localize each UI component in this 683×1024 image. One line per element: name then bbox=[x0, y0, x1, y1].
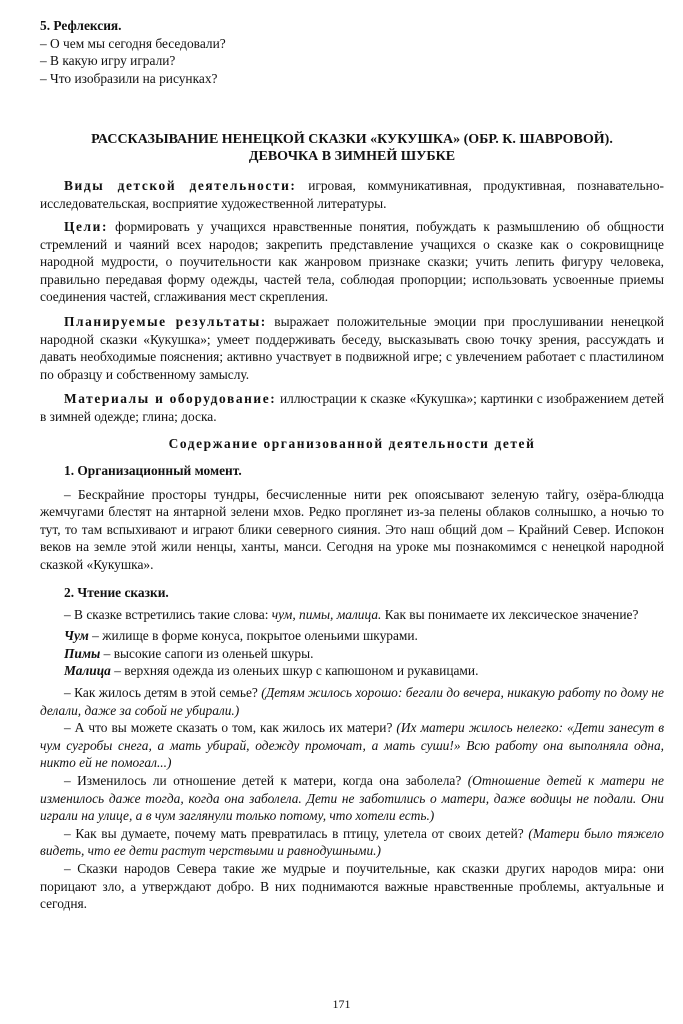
closing-text: – Сказки народов Севера такие же мудрые и поучительные, как сказки других народов мира: они порицают зло, а утверждают добро. В них поднимаются важные нравственные проблемы, актуальные и сегодня. bbox=[40, 860, 664, 912]
reflection-question: – В какую игру играли? bbox=[40, 53, 176, 69]
results-text: выражает положительные эмоции при прослушивании ненецкой народной сказки «Кукушка»; умеет поддерживать беседу, высказывать свою точку зрения, рассуждать и давать необходимые пояснения; активно участвует в подвижной игре; с увлечением работает с пластилином по образцу и собственному замыслу. bbox=[40, 314, 664, 382]
activity-text: игровая, коммуникативная, продуктивная, познавательно-исследовательская, восприятие художественной литературы. bbox=[40, 178, 664, 211]
vocabulary-words: чум, пимы, малица. bbox=[271, 606, 382, 622]
reflection-question: – Что изобразили на рисунках? bbox=[40, 70, 218, 86]
question-answer: – Как вы думаете, почему мать превратилась в птицу, улетела от своих детей? (Матери было тяжело видеть, что ее дети растут черствыми и равнодушными.) bbox=[40, 825, 665, 859]
vocabulary-intro: – В сказке встретились такие слова: чум, пимы, малица. Как вы понимаете их лексическое значение? bbox=[64, 606, 639, 622]
section1-text: – Бескрайние просторы тундры, бесчисленные нити рек опоясывают зеленую тайгу, озёра-блюдца жемчугами блестят на янтарной зелени мхов. Редко проглянет из-за пелены облаков солнышко, а ночью то тут, то там вспыхивают и играют блики северного сияния. Это наш общий дом – Крайний Север. Испокон веков на земле этой жили ненцы, ханты, манси. Сегодня на уроке мы познакомимся с ненецкой народной сказкой «Кукушка». bbox=[40, 486, 664, 572]
term: Чум bbox=[64, 628, 89, 644]
materials bbox=[40, 390, 664, 425]
reflection-section bbox=[40, 17, 664, 87]
goals bbox=[40, 218, 664, 306]
page-number: 171 bbox=[332, 997, 351, 1011]
lesson-title-line1: РАССКАЗЫВАНИЕ НЕНЕЦКОЙ СКАЗКИ «КУКУШКА» (ОБР. К. ШАВРОВОЙ). bbox=[91, 132, 613, 147]
materials-label: Материалы и оборудование: bbox=[64, 391, 277, 406]
activity-label: Виды детской деятельности: bbox=[64, 178, 297, 193]
results-label: Планируемые результаты: bbox=[64, 314, 267, 329]
reflection-heading: 5. Рефлексия. bbox=[40, 18, 122, 33]
section1-heading: 1. Организационный момент. bbox=[64, 463, 242, 478]
section-reading bbox=[40, 584, 664, 913]
term: Пимы bbox=[64, 645, 101, 661]
section-organization bbox=[40, 462, 664, 574]
question-answer: – Как жилось детям в этой семье? (Детям жилось хорошо: бегали до вечера, никакую работу по дому не делали, даже за собой не убирали.) bbox=[40, 684, 664, 718]
lesson-title bbox=[40, 131, 664, 165]
goals-label: Цели: bbox=[64, 219, 109, 234]
term: Малица bbox=[64, 663, 111, 679]
definition-malitsa: Малица – верхняя одежда из оленьих шкур с капюшоном и рукавицами. bbox=[64, 663, 479, 679]
content-heading-block bbox=[40, 435, 664, 453]
activity-types bbox=[40, 177, 664, 212]
definition-pimy: Пимы – высокие сапоги из оленьей шкуры. bbox=[64, 645, 314, 661]
lesson-title-line2: ДЕВОЧКА В ЗИМНЕЙ ШУБКЕ bbox=[248, 149, 456, 164]
section2-heading: 2. Чтение сказки. bbox=[64, 585, 169, 600]
materials-text: иллюстрации к сказке «Кукушка»; картинки с изображением детей в зимней одежде; глина; доска. bbox=[40, 391, 664, 424]
reflection-question: – О чем мы сегодня беседовали? bbox=[40, 35, 226, 51]
content-heading: Содержание организованной деятельности детей bbox=[168, 436, 536, 451]
planned-results bbox=[40, 313, 664, 383]
definition-chum: Чум – жилище в форме конуса, покрытое оленьими шкурами. bbox=[64, 628, 418, 644]
question-answer: – Изменилось ли отношение детей к матери, когда она заболела? (Отношение детей к матери не изменилось даже тогда, когда она заболела. Дети не заботились о матери, даже водицы не подали. Они играли на улице, а в чум заглянули только потому, что хотели есть.) bbox=[40, 772, 664, 824]
goals-text: формировать у учащихся нравственные понятия, побуждать к размышлению об общности стремлений и чаяний всех народов; закрепить представление учащихся о сказке как о сокровищнице народной мудрости, о поучительности как жанровом признаке сказки; учить лепить фигуру человека, правильно передавая форму одежды, частей тела, соблюдая пропорции; использовать усвоенные приемы соединения частей, сглаживания мест скрепления. bbox=[40, 219, 664, 305]
question-answer: – А что вы можете сказать о том, как жилось их матери? (Их матери жилось нелегко: «Дети занесут в чум сугробы снега, а мать убирай, одежду промочат, а мать суши!» Всю работу она выполняла одна, никто ей не помогал...) bbox=[40, 720, 665, 771]
